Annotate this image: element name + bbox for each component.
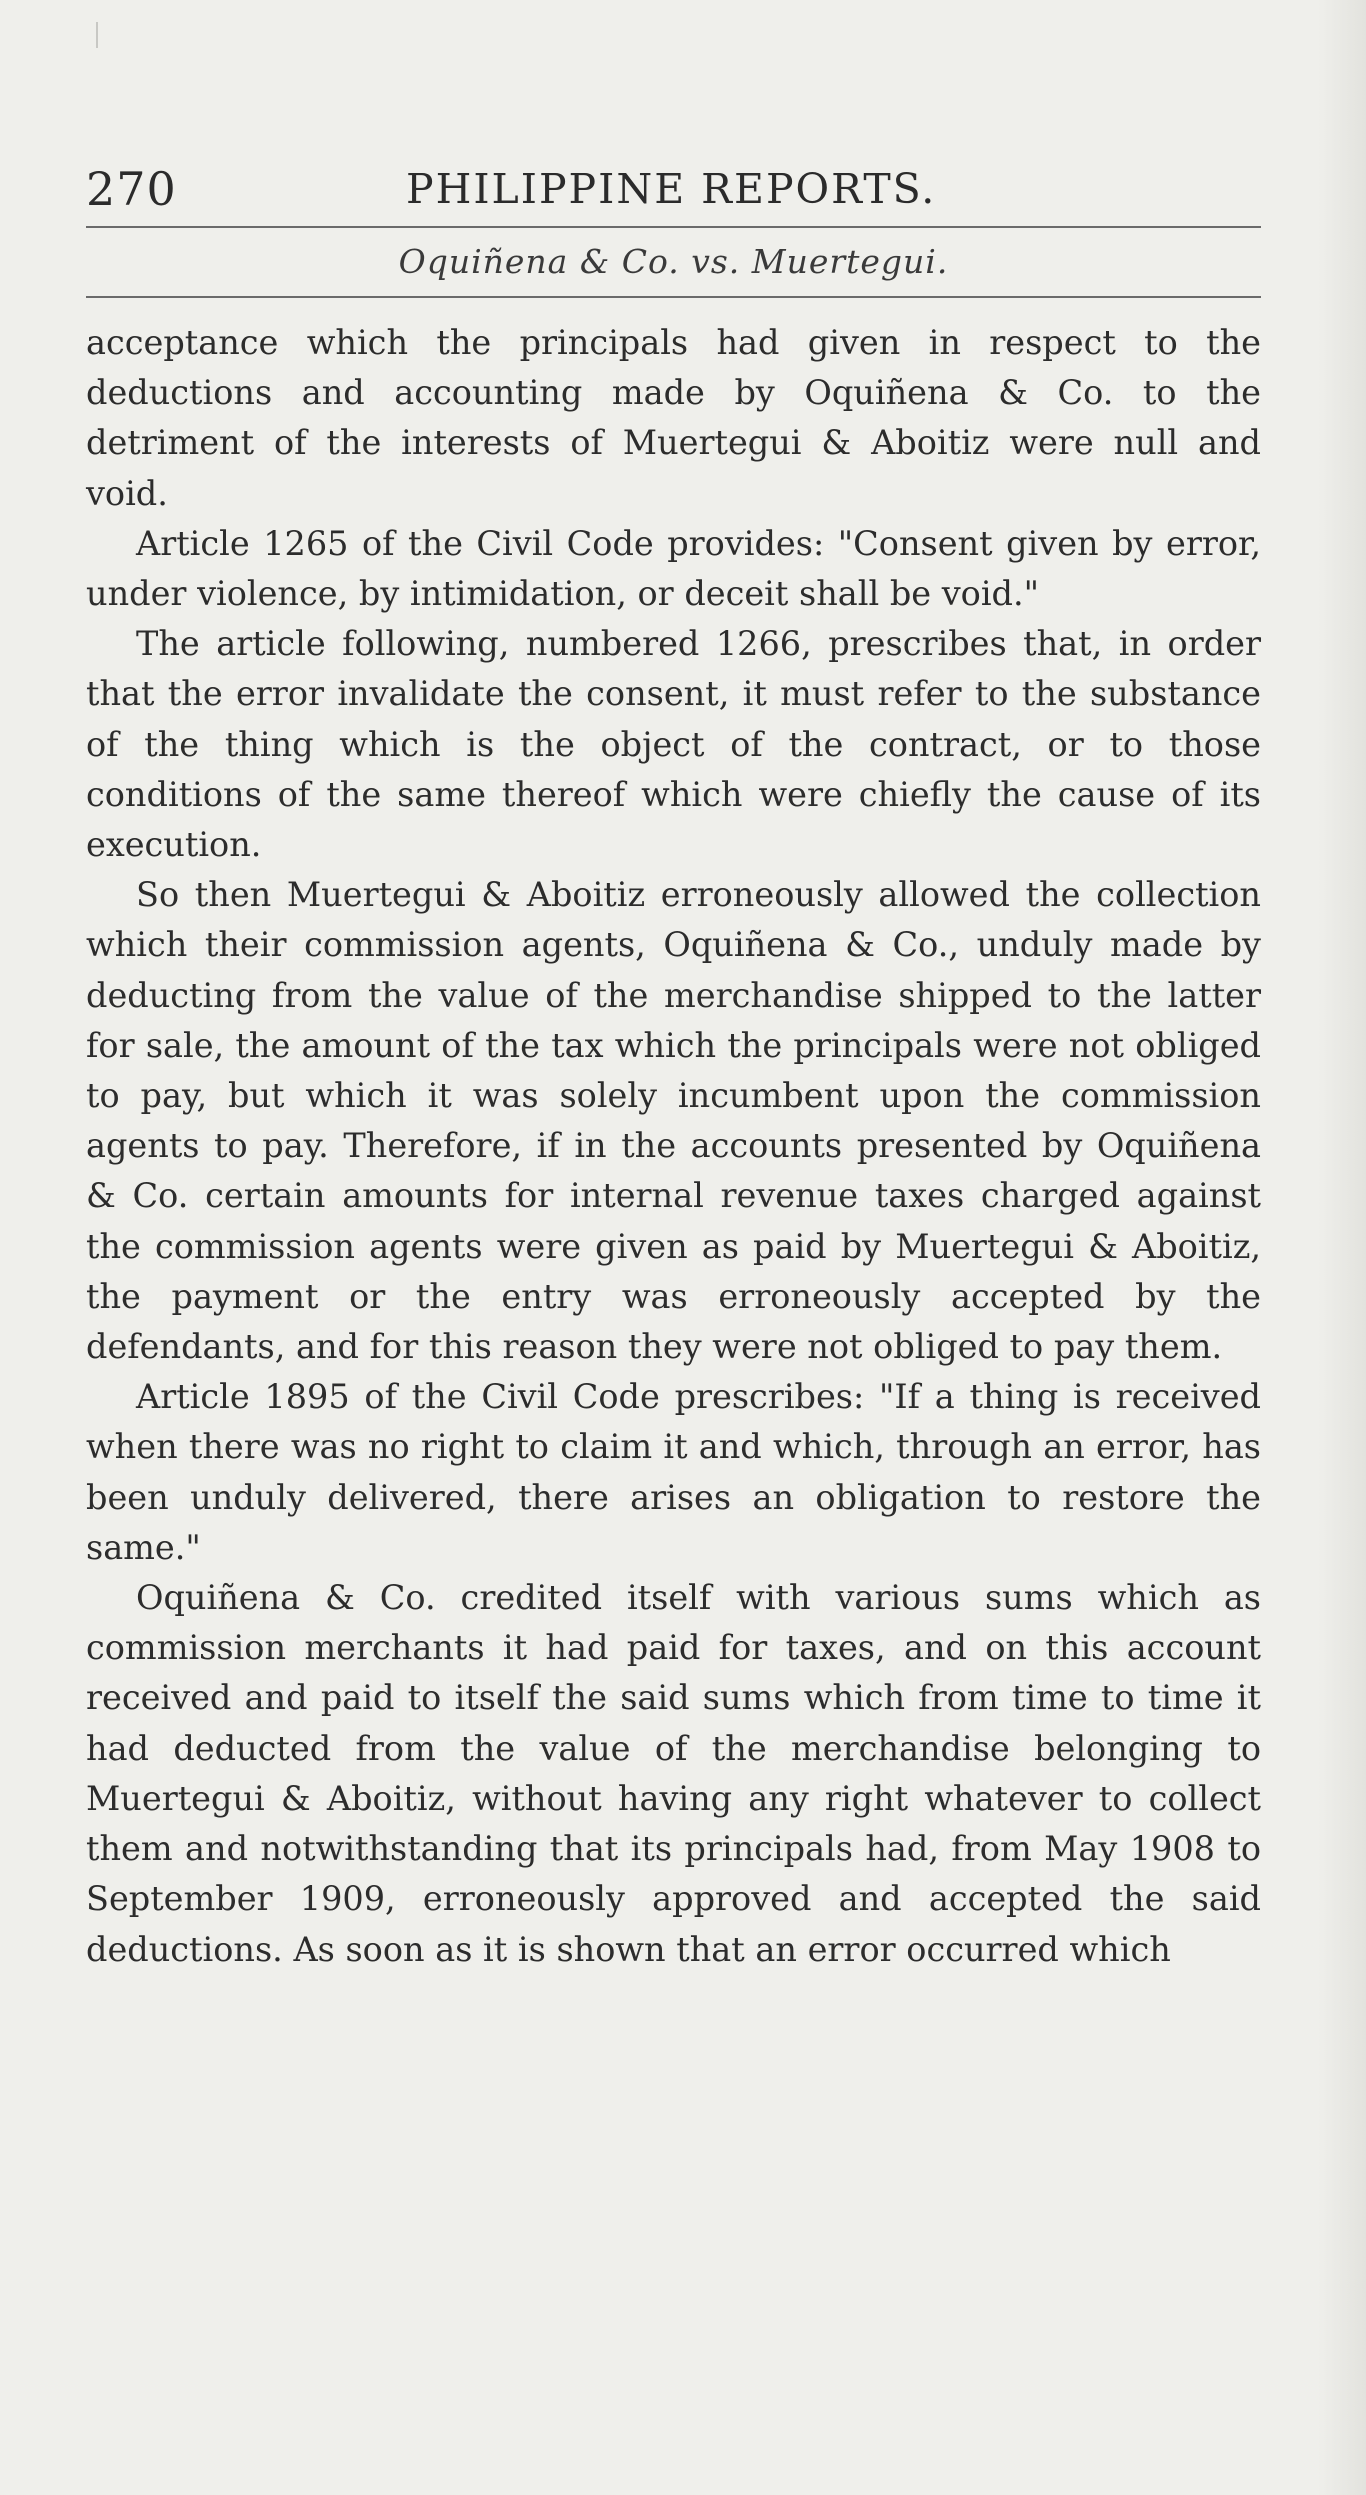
page-number: 270 bbox=[86, 162, 177, 216]
running-title: PHILIPPINE REPORTS. bbox=[406, 165, 937, 213]
scan-mark bbox=[96, 22, 98, 48]
page-edge-shadow bbox=[1318, 0, 1366, 2495]
paragraph: Oquiñena & Co. credited itself with various sums which as commission merchants it had paid for taxes, and on this account received and paid to itself the said sums which from time to time it had deducted from the value of the merchandise belonging to Muertegui & Aboitiz, without having any right whatever to collect them and notwithstanding that its principals had, from May 1908 to September 1909, erroneously approved and accepted the said deductions. As soon as it is shown that an error occurred which bbox=[86, 1578, 1261, 1969]
page-header bbox=[86, 158, 1261, 220]
case-title-rule bbox=[86, 296, 1261, 298]
paragraph: Article 1895 of the Civil Code prescribes: "If a thing is received when there was no right to claim it and which, through an error, has been unduly delivered, there arises an obligation to restore the same." bbox=[86, 1377, 1261, 1567]
paragraph: The article following, numbered 1266, prescribes that, in order that the error invalidate the consent, it must refer to the substance of the thing which is the object of the contract, or to those conditions of the same thereof which were chiefly the cause of its execution. bbox=[86, 624, 1261, 865]
header-rule bbox=[86, 226, 1261, 228]
paragraph: Article 1265 of the Civil Code provides: "Consent given by error, under violence, by intimidation, or deceit shall be void." bbox=[86, 523, 1261, 614]
paragraph-continuation: acceptance which the principals had given in respect to the deductions and accounting made by Oquiñena & Co. to the detriment of the interests of Muertegui & Aboitiz were null and void. bbox=[86, 323, 1261, 513]
body-text bbox=[86, 318, 1261, 1975]
case-title: Oquiñena & Co. vs. Muertegui. bbox=[398, 242, 949, 281]
paragraph: So then Muertegui & Aboitiz erroneously allowed the collection which their commission agents, Oquiñena & Co., unduly made by deducting from the value of the merchandise shipped to the latter for sale, the amount of the tax which the principals were not obliged to pay, but which it was solely incumbent upon the commission agents to pay. Therefore, if in the accounts presented by Oquiñena & Co. certain amounts for internal revenue taxes charged against the commission agents were given as paid by Muertegui & Aboitiz, the payment or the entry was erroneously accepted by the defendants, and for this reason they were not obliged to pay them. bbox=[86, 875, 1261, 1367]
